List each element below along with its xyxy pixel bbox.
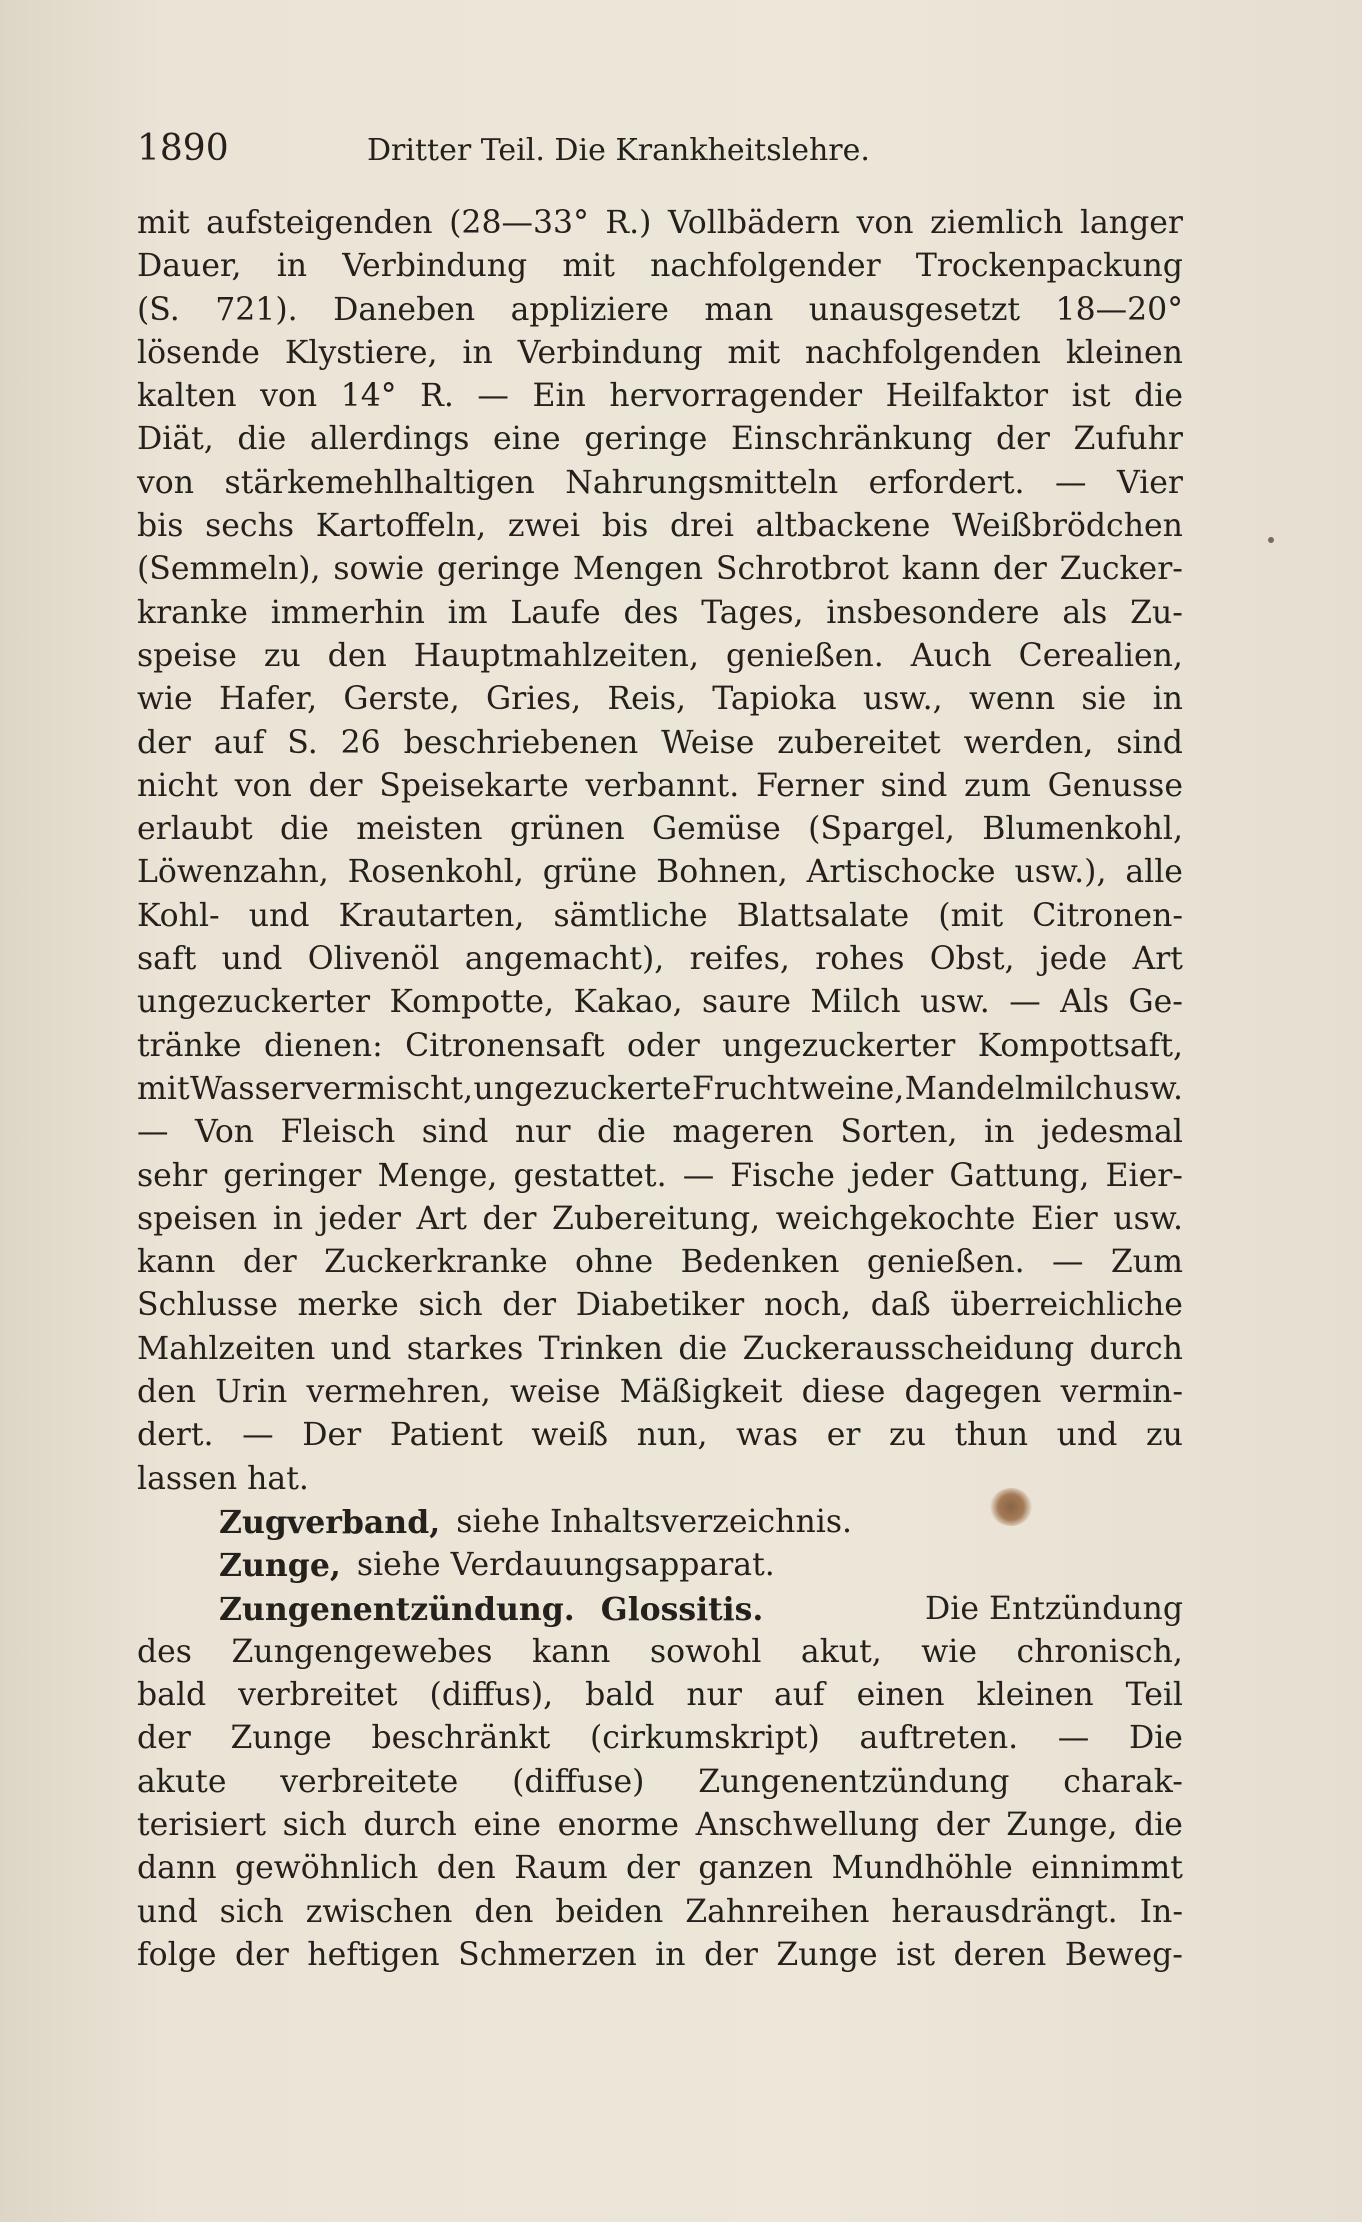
- text-line: kann der Zuckerkranke ohne Bedenken genießen. — Zum: [137, 1244, 1183, 1281]
- entry-keyword: Zungenentzündung.: [219, 1590, 575, 1628]
- text-line: kranke immerhin im Laufe des Tages, insbesondere als Zu-: [137, 594, 1183, 631]
- text-line: lassen hat.: [137, 1460, 309, 1497]
- entry-keyword: Zunge,: [219, 1547, 341, 1585]
- text-line: dert. — Der Patient weiß nun, was er zu thun und zu: [137, 1417, 1183, 1454]
- entry-heading: [219, 1588, 779, 1631]
- text-line: Schlusse merke sich der Diabetiker noch, daß überreichliche: [137, 1287, 1183, 1324]
- text-line: Mahlzeiten und starkes Trinken die Zuckerausscheidung durch: [137, 1330, 1183, 1367]
- text-line: speise zu den Hauptmahlzeiten, genießen. Auch Cerealien,: [137, 637, 1183, 674]
- paragraph-glossitis: [137, 1631, 1183, 1977]
- text-line: der Zunge beschränkt (cirkumskript) auftreten. — Die: [137, 1720, 1183, 1757]
- text-line: Diät, die allerdings eine geringe Einschränkung der Zufuhr: [137, 421, 1183, 458]
- text-line: kalten von 14° R. — Ein hervorragender Heilfaktor ist die: [137, 378, 1183, 415]
- text-line: bald verbreitet (diffus), bald nur auf einen kleinen Teil: [137, 1677, 1183, 1714]
- page-number: 1890: [137, 128, 229, 169]
- text-line: mit aufsteigenden (28—33° R.) Vollbädern von ziemlich langer: [137, 205, 1183, 241]
- text-line: den Urin vermehren, weise Mäßigkeit diese dagegen vermin-: [137, 1374, 1183, 1411]
- text-line: (Semmeln), sowie geringe Mengen Schrotbrot kann der Zucker-: [137, 551, 1183, 588]
- text-line: nicht von der Speisekarte verbannt. Ferner sind zum Genusse: [137, 767, 1183, 804]
- running-head: Dritter Teil. Die Krankheitslehre.: [367, 133, 870, 168]
- text-line: Kohl- und Krautarten, sämtliche Blattsalate (mit Citronen-: [137, 897, 1183, 934]
- paragraph-diabetes-diet: [137, 202, 1183, 1458]
- text-line: dann gewöhnlich den Raum der ganzen Mundhöhle einnimmt: [137, 1850, 1183, 1887]
- text-line: tränke dienen: Citronensaft oder ungezuckerter Kompottsaft,: [137, 1027, 1183, 1064]
- text-line: Dauer, in Verbindung mit nachfolgender Trockenpackung: [137, 248, 1183, 285]
- body-text: [137, 202, 1183, 1977]
- text-line: — Von Fleisch sind nur die mageren Sorten, in jedesmal: [137, 1114, 1183, 1151]
- text-line: lösende Klystiere, in Verbindung mit nachfolgenden kleinen: [137, 334, 1183, 371]
- text-line: (S. 721). Daneben appliziere man unausgesetzt 18—20°: [137, 291, 1183, 328]
- text-line: bis sechs Kartoffeln, zwei bis drei altbackene Weißbrödchen: [137, 508, 1183, 545]
- text-line: folge der heftigen Schmerzen in der Zunge ist deren Beweg-: [137, 1936, 1183, 1973]
- entry-keyword: Zugverband,: [219, 1503, 441, 1541]
- entry-latin-term: Glossitis.: [600, 1590, 764, 1628]
- speck-mark: [1268, 537, 1274, 543]
- text-line: mit Wasser vermischt, ungezuckerte Fruchtweine, Mandelmilch usw.: [137, 1070, 1183, 1107]
- entry-zungenentzuendung: [137, 1588, 1183, 1631]
- text-line: sehr geringer Menge, gestattet. — Fische jeder Gattung, Eier-: [137, 1157, 1183, 1194]
- text-line: erlaubt die meisten grünen Gemüse (Spargel, Blumenkohl,: [137, 811, 1183, 848]
- text-line: saft und Olivenöl angemacht), reifes, rohes Obst, jede Art: [137, 941, 1183, 978]
- page-header: [137, 128, 1177, 169]
- entry-text: siehe Inhaltsverzeichnis.: [456, 1503, 852, 1540]
- text-line: der auf S. 26 beschriebenen Weise zubereitet werden, sind: [137, 724, 1183, 761]
- text-line: des Zungengewebes kann sowohl akut, wie chronisch,: [137, 1633, 1183, 1670]
- text-line: und sich zwischen den beiden Zahnreihen herausdrängt. In-: [137, 1893, 1183, 1930]
- text-line: von stärkemehlhaltigen Nahrungsmitteln erfordert. — Vier: [137, 464, 1183, 501]
- text-line: wie Hafer, Gerste, Gries, Reis, Tapioka usw., wenn sie in: [137, 681, 1183, 718]
- entry-zunge: [137, 1544, 1183, 1587]
- text-line: speisen in jeder Art der Zubereitung, weichgekochte Eier usw.: [137, 1200, 1183, 1237]
- text-line: ungezuckerter Kompotte, Kakao, saure Milch usw. — Als Ge-: [137, 984, 1183, 1021]
- text-line: Löwenzahn, Rosenkohl, grüne Bohnen, Artischocke usw.), alle: [137, 854, 1183, 891]
- text-line: akute verbreitete (diffuse) Zungenentzündung charak-: [137, 1763, 1183, 1800]
- text-line: terisiert sich durch eine enorme Anschwellung der Zunge, die: [137, 1806, 1183, 1843]
- stain-mark: [990, 1488, 1032, 1526]
- entry-text: Die Entzündung: [925, 1590, 1183, 1627]
- entry-text: siehe Verdauungsapparat.: [356, 1547, 775, 1584]
